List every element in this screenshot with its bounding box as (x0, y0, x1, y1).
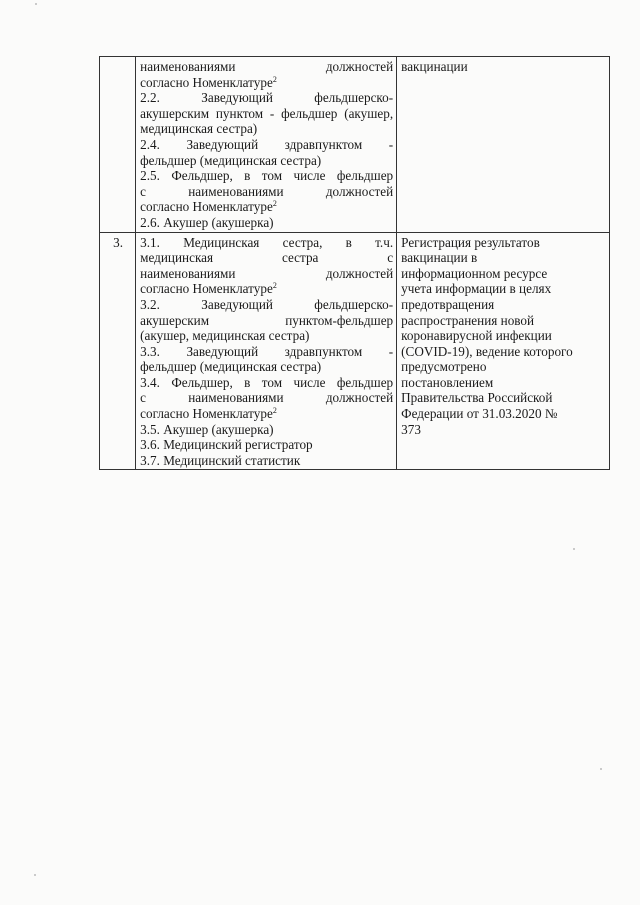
action-line: Регистрация результатов (401, 234, 540, 250)
position-item (140, 215, 393, 231)
action-line: Федерации от 31.03.2020 № (401, 406, 558, 422)
row-number (100, 57, 136, 233)
position-line: 3.2. Заведующий фельдшерско- (140, 296, 394, 312)
position-line: наименованиями должностей (140, 59, 394, 74)
position-text: 3.7. Медицинский статистик (140, 452, 301, 468)
position-item (140, 437, 393, 453)
position-line (140, 75, 393, 91)
action-cell (397, 232, 610, 470)
position-item (140, 453, 393, 469)
position-line (140, 153, 393, 169)
action-line: вакцинации в (401, 250, 478, 266)
position-line (140, 328, 393, 344)
action-line: учета информации в целях (401, 281, 552, 297)
position-text: согласно Номенклатуре (140, 74, 273, 90)
position-text: (акушер, медицинская сестра) (140, 328, 310, 344)
position-line (140, 281, 393, 297)
position-text: акушерским пунктом - фельдшер (акушер, медицинская сестра) (140, 105, 394, 137)
action-line: Правительства Российской (401, 390, 553, 406)
responsibility-table (99, 56, 610, 470)
action-line: информационном ресурсе (401, 265, 548, 281)
footnote-marker: 2 (272, 406, 277, 416)
scan-speck (35, 3, 37, 5)
action-line: предотвращения (401, 296, 495, 312)
position-item (140, 375, 393, 422)
action-cell (397, 57, 610, 233)
position-text: 3.5. Акушер (акушерка) (140, 421, 274, 437)
position-line: 3.1. Медицинская сестра, в т.ч. (140, 234, 394, 250)
position-line (140, 406, 393, 422)
footnote-marker: 2 (272, 281, 277, 291)
scan-speck (573, 548, 575, 550)
positions-cell (136, 232, 397, 470)
table-row (100, 232, 610, 470)
position-text: фельдшер (медицинская сестра) (140, 152, 322, 168)
position-item (140, 344, 393, 375)
footnote-marker: 2 (272, 74, 277, 84)
action-line: коронавирусной инфекции (401, 328, 552, 344)
position-text: фельдшер (медицинская сестра) (140, 359, 322, 375)
position-line: 2.2. Заведующий фельдшерско- (140, 90, 394, 106)
position-line: 2.4. Заведующий здравпунктом - (140, 136, 394, 152)
position-item (140, 168, 393, 215)
position-line: 2.5. Фельдшер, в том числе фельдшер (140, 168, 394, 184)
position-item (140, 59, 393, 90)
position-line: 3.3. Заведующий здравпунктом - (140, 343, 394, 359)
position-item (140, 235, 393, 297)
position-line: наименованиями должностей (140, 265, 394, 281)
position-line (140, 215, 393, 231)
positions-cell (136, 57, 397, 233)
position-text: согласно Номенклатуре (140, 406, 273, 422)
position-item (140, 297, 393, 344)
action-line: (COVID-19), ведение которого (401, 343, 573, 359)
position-line: с наименованиями должностей (140, 183, 394, 199)
position-text: 3.6. Медицинский регистратор (140, 437, 313, 453)
action-line: постановлением (401, 374, 494, 390)
position-line: акушерским пунктом-фельдшер (140, 312, 394, 328)
action-line: 373 (401, 421, 421, 437)
position-item (140, 90, 393, 137)
position-line (140, 199, 393, 215)
row-number: 3. (100, 232, 136, 470)
position-text: 2.6. Акушер (акушерка) (140, 214, 274, 230)
position-item (140, 422, 393, 438)
footnote-marker: 2 (272, 199, 277, 209)
position-text: согласно Номенклатуре (140, 199, 273, 215)
position-line: 3.4. Фельдшер, в том числе фельдшер (140, 374, 394, 390)
position-line (140, 106, 393, 137)
scan-speck (600, 768, 602, 770)
table-row (100, 57, 610, 233)
action-line: распространения новой (401, 312, 535, 328)
action-line: вакцинации (401, 59, 468, 74)
position-line (140, 437, 393, 453)
position-line (140, 359, 393, 375)
position-item (140, 137, 393, 168)
position-line: с наименованиями должностей (140, 390, 394, 406)
action-line: предусмотрено (401, 359, 487, 375)
position-line (140, 453, 393, 469)
position-text: согласно Номенклатуре (140, 281, 273, 297)
scan-speck (34, 874, 36, 876)
position-line: медицинская сестра с (140, 250, 394, 266)
position-line (140, 422, 393, 438)
